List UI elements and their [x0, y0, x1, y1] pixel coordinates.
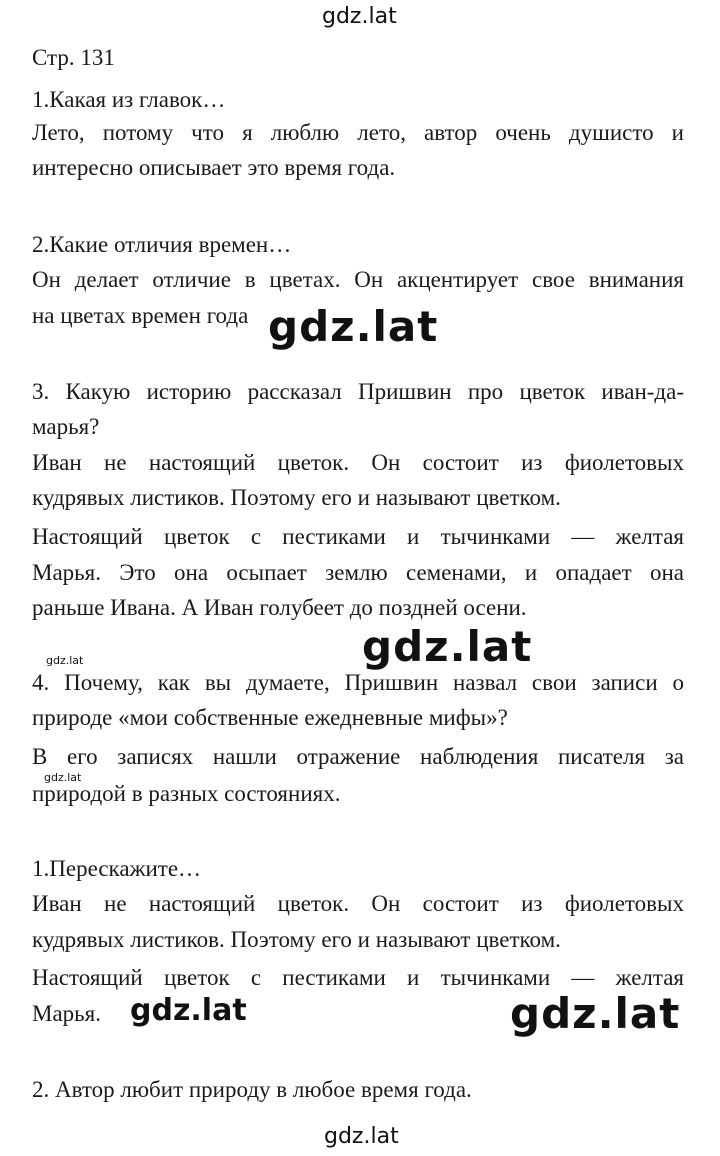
answer-3-line-1: Иван не настоящий цветок. Он состоит из фиолетовых	[32, 450, 684, 475]
answer-4-line-1: В его записях нашли отражение наблюдения писателя за	[32, 744, 684, 769]
task-2-line: 2. Автор любит природу в любое время года.	[32, 1077, 472, 1102]
question-4-line-2: природе «мои собственные ежедневные мифы»?	[32, 705, 508, 730]
answer-3-line-3: Настоящий цветок с пестиками и тычинками — желтая	[32, 524, 684, 549]
answer-1-line-1: Лето, потому что я люблю лето, автор очень душисто и	[32, 120, 684, 145]
task-1-line-3: Настоящий цветок с пестиками и тычинками — желтая	[32, 965, 684, 990]
watermark-mid-2: gdz.lat	[362, 622, 533, 671]
task-1-line-1: Иван не настоящий цветок. Он состоит из фиолетовых	[32, 891, 684, 916]
watermark-small-1: gdz.lat	[46, 654, 84, 667]
watermark-small-2: gdz.lat	[44, 771, 82, 784]
question-3-line-1: 3. Какую историю рассказал Пришвин про цветок иван-да-	[32, 379, 684, 404]
page-number: Стр. 131	[32, 45, 115, 70]
watermark-low-left: gdz.lat	[130, 993, 247, 1028]
watermark-bottom: gdz.lat	[324, 1124, 399, 1149]
answer-3-line-2: кудрявых листиков. Поэтому его и называют цветком.	[32, 485, 561, 510]
question-1-heading: 1.Какая из главок…	[32, 87, 226, 112]
question-2-heading: 2.Какие отличия времен…	[32, 232, 292, 257]
watermark-low-right: gdz.lat	[510, 989, 681, 1038]
task-1-line-4: Марья.	[32, 1001, 101, 1026]
watermark-mid-1: gdz.lat	[268, 302, 439, 351]
answer-1-line-2: интересно описывает это время года.	[32, 155, 396, 180]
answer-2-line-1: Он делает отличие в цветах. Он акцентирует свое внимания	[32, 267, 684, 292]
answer-3-line-5: раньше Ивана. А Иван голубеет до поздней осени.	[32, 595, 527, 620]
question-4-line-1: 4. Почему, как вы думаете, Пришвин назвал свои записи о	[32, 670, 684, 695]
watermark-top: gdz.lat	[322, 4, 397, 29]
task-1-heading: 1.Перескажите…	[32, 856, 202, 881]
answer-3-line-4: Марья. Это она осыпает землю семенами, и опадает она	[32, 560, 684, 585]
answer-4-line-2: природой в разных состояниях.	[32, 781, 341, 806]
question-3-line-2: марья?	[32, 414, 100, 439]
task-1-line-2: кудрявых листиков. Поэтому его и называют цветком.	[32, 927, 561, 952]
answer-2-line-2: на цветах времен года	[32, 303, 249, 328]
